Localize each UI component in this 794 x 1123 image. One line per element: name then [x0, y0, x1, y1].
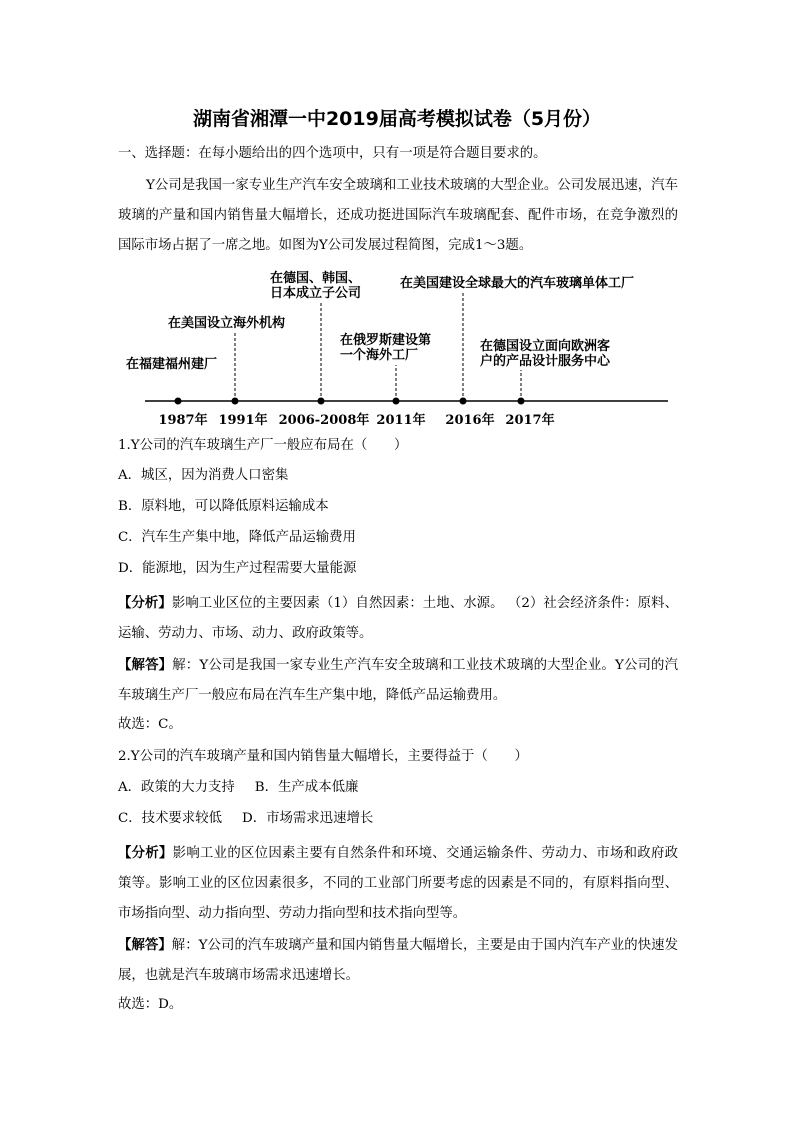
q1-option-d: D．能源地，因为生产过程需要大量能源 [118, 561, 357, 576]
q1-analysis-text: 影响工业区位的主要因素（1）自然因素：土地、水源。 （2）社会经济条件：原料、运输、劳动力、市场、动力、政府政策等。 [118, 596, 678, 641]
event-2017-line1: 在德国设立面向欧洲客 [480, 339, 611, 354]
event-1991: 在美国设立海外机构 [168, 316, 286, 331]
q1-answer [118, 650, 678, 711]
q2-analysis [118, 838, 678, 929]
event-2017-line2: 户的产品设计服务中心 [480, 354, 611, 369]
timeline-dot-1991 [232, 398, 239, 405]
q2-stem: 2.Y公司的汽车玻璃产量和国内销售量大幅增长，主要得益于（ ） [118, 749, 528, 764]
q1-option-b: B．原料地，可以降低原料运输成本 [118, 499, 329, 514]
section-heading: 一、选择题：在每小题给出的四个选项中，只有一项是符合题目要求的。 [118, 146, 547, 161]
timeline-dot-1987 [175, 398, 182, 405]
timeline-dot-2017 [518, 398, 525, 405]
q2-answer-tag: 【解答】 [118, 937, 172, 953]
q2-option-b: B．生产成本低廉 [254, 780, 359, 795]
q1-option-a: A．城区，因为消费人口密集 [118, 468, 289, 483]
event-2006-line2: 日本成立子公司 [270, 286, 362, 301]
timeline-dot-2011 [393, 398, 400, 405]
timeline-dot-2016 [460, 398, 467, 405]
timeline-dot-2006 [318, 398, 325, 405]
timeline-year-2006: 2006-2008年 [278, 413, 370, 428]
q2-choice: 故选：D。 [118, 997, 183, 1012]
page-title: 湖南省湘潭一中2019届高考模拟试卷（5月份） [192, 108, 602, 130]
q1-answer-tag: 【解答】 [118, 657, 173, 673]
q1-analysis [118, 588, 678, 649]
event-2006-line1: 在德国、韩国、 [270, 271, 362, 286]
q1-stem: 1.Y公司的汽车玻璃生产厂一般应布局在（ ） [118, 438, 408, 453]
timeline-year-2016: 2016年 [445, 413, 495, 428]
q2-option-c: C．技术要求较低 [118, 811, 222, 826]
q2-options-row2 [118, 810, 373, 828]
q1-choice: 故选：C。 [118, 717, 182, 732]
q2-options-row1 [118, 779, 358, 797]
event-2011-line2: 一个海外工厂 [340, 348, 419, 363]
event-1987: 在福建福州建厂 [126, 357, 218, 372]
intro-paragraph: Y公司是我国一家专业生产汽车安全玻璃和工业技术玻璃的大型企业。公司发展迅速，汽车玻璃的产量和国内销售量大幅增长，还成功挺进国际汽车玻璃配套、配件市场，在竞争激烈的国际市场占据了一席之地。如图为Y公司发展过程简图，完成1～3题。 [118, 178, 678, 253]
q2-analysis-text: 影响工业的区位因素主要有自然条件和环境、交通运输条件、劳动力、市场和政府政策等。影响工业的区位因素很多，不同的工业部门所要考虑的因素是不同的，有原料指向型、市场指向型、动力指向型、劳动力指向型和技术指向型等。 [118, 846, 679, 921]
event-2016: 在美国建设全球最大的汽车玻璃单体工厂 [400, 276, 635, 291]
timeline-year-2011: 2011年 [376, 413, 426, 428]
q2-option-d: D．市场需求迅速增长 [241, 811, 374, 826]
q2-answer-text: 解：Y公司的汽车玻璃产量和国内销售量大幅增长，主要是由于国内汽车产业的快速发展，也就是汽车玻璃市场需求迅速增长。 [118, 938, 679, 983]
q2-answer [118, 930, 678, 991]
timeline-year-1987: 1987年 [158, 413, 208, 428]
q2-option-a: A．政策的大力支持 [118, 780, 235, 795]
event-2011-line1: 在俄罗斯建设第 [340, 333, 432, 348]
q2-analysis-tag: 【分析】 [118, 845, 173, 861]
timeline-year-1991: 1991年 [218, 413, 268, 428]
q1-analysis-tag: 【分析】 [118, 595, 172, 611]
q1-option-c: C．汽车生产集中地，降低产品运输费用 [118, 530, 356, 545]
timeline-year-2017: 2017年 [505, 413, 555, 428]
q1-answer-text: 解：Y公司是我国一家专业生产汽车安全玻璃和工业技术玻璃的大型企业。Y公司的汽车玻璃生产厂一般应布局在汽车生产集中地，降低产品运输费用。 [118, 658, 678, 703]
